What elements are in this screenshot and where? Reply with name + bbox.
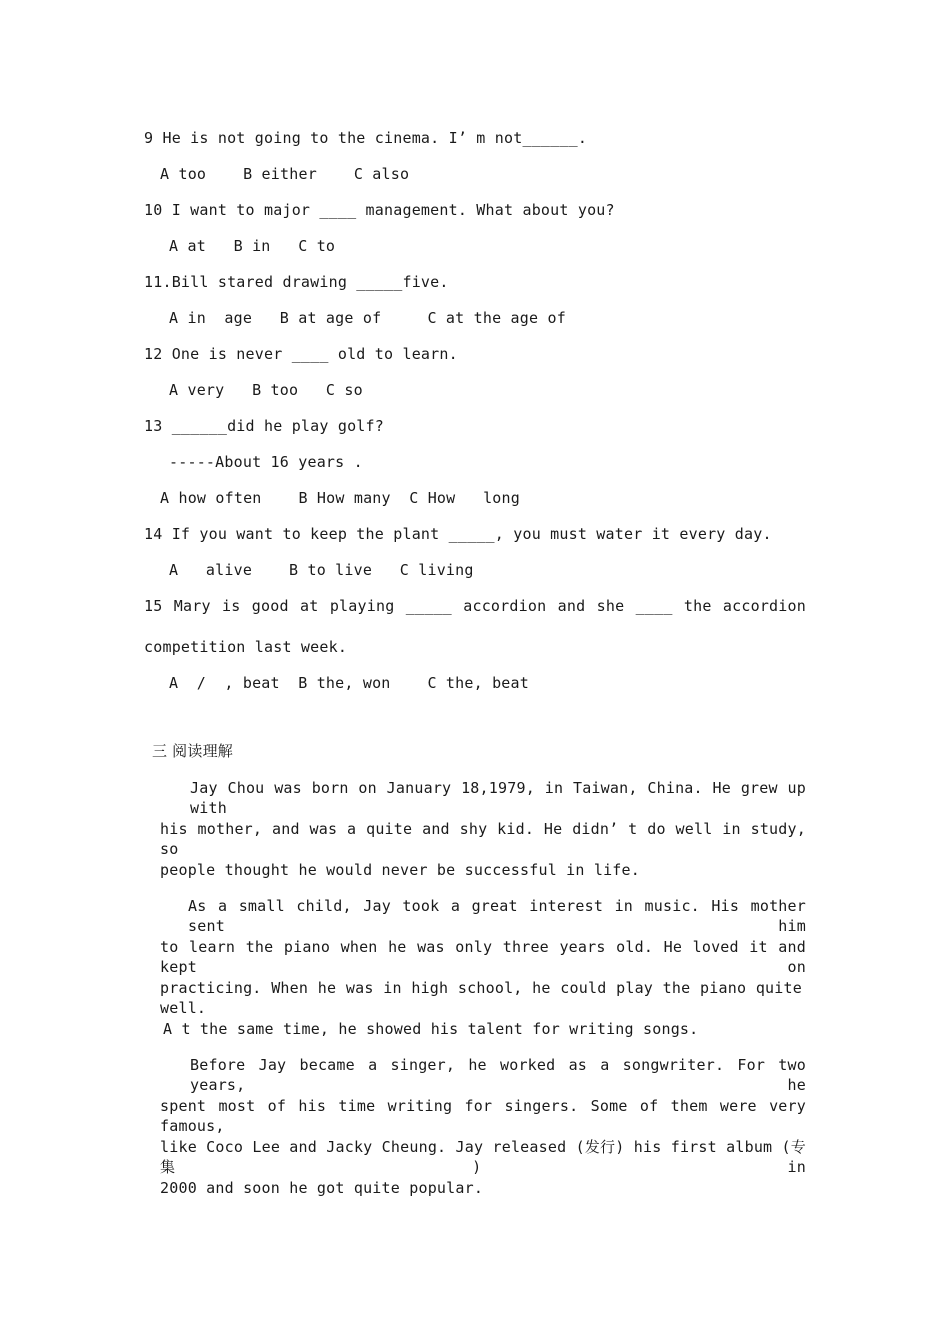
section-title: 三 阅读理解 <box>152 742 233 760</box>
passage-line: Jay Chou was born on January 18,1979, in Taiwan, China. He grew up with <box>190 779 806 817</box>
question-10-options: A at B in C to <box>169 237 336 255</box>
question-15-stem-line2: competition last week. <box>144 638 348 656</box>
question-12-options: A very B too C so <box>169 381 363 399</box>
passage-line: A t the same time, he showed his talent for writing songs. <box>163 1020 699 1038</box>
question-15-stem-line1: 15 Mary is good at playing _____ accordion and she ____ the accordion <box>144 597 806 615</box>
passage-line: 2000 and soon he got quite popular. <box>160 1179 484 1197</box>
passage-line: As a small child, Jay took a great interest in music. His mother sent him <box>188 897 806 935</box>
question-15-options: A / , beat B the, won C the, beat <box>169 674 529 692</box>
question-13-options: A how often B How many C How long <box>160 489 520 507</box>
passage-line: spent most of his time writing for singers. Some of them were very famous, <box>160 1097 806 1135</box>
question-12-stem: 12 One is never ____ old to learn. <box>144 345 458 363</box>
question-13-stem: 13 ______did he play golf? <box>144 417 384 435</box>
question-14-options: A alive B to live C living <box>169 561 474 579</box>
question-11-stem: 11.Bill stared drawing _____five. <box>144 273 449 291</box>
question-9-stem: 9 He is not going to the cinema. I’ m not______. <box>144 129 588 147</box>
question-10-stem: 10 I want to major ____ management. What about you? <box>144 201 615 219</box>
question-9-options: A too B either C also <box>160 165 410 183</box>
passage-line: like Coco Lee and Jacky Cheung. Jay released (发行) his first album (专集) in <box>160 1138 806 1176</box>
question-11-options: A in age B at age of C at the age of <box>169 309 566 327</box>
question-13-answer-line: -----About 16 years . <box>169 453 363 471</box>
passage-line: practicing. When he was in high school, he could play the piano quite well. <box>160 979 802 1017</box>
passage-line: his mother, and was a quite and shy kid. He didn’ t do well in study, so <box>160 820 806 858</box>
question-14-stem: 14 If you want to keep the plant _____, you must water it every day. <box>144 525 772 543</box>
passage-line: people thought he would never be successful in life. <box>160 861 640 879</box>
passage-line: to learn the piano when he was only three years old. He loved it and kept on <box>160 938 806 976</box>
passage-line: Before Jay became a singer, he worked as a songwriter. For two years, he <box>190 1056 806 1094</box>
